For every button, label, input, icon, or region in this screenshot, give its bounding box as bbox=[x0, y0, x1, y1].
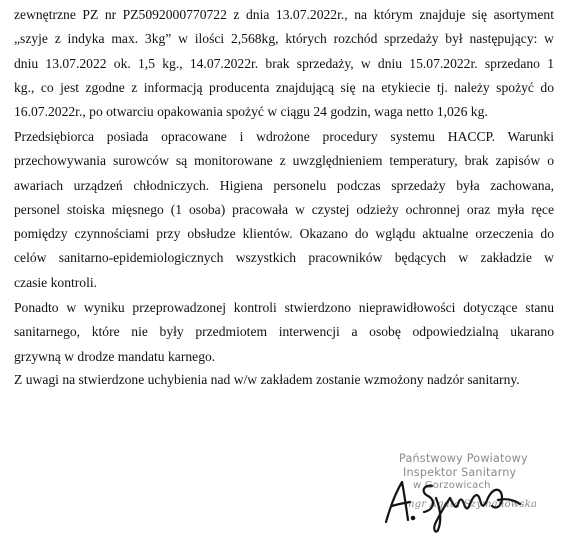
text-line: 16.07.2022r., po otwarciu opakowania spożyć w ciągu 24 godzin, waga netto 1,026 kg. bbox=[14, 104, 488, 120]
text-line: sanitarnego, które nie były przedmiotem interwencji a osobę odpowiedzialną ukarano bbox=[14, 324, 554, 340]
text-line: personel stoiska mięsnego (1 osoba) pracowała w czystej odzieży ochronnej oraz myła ręce bbox=[14, 201, 554, 217]
text-line: grzywną w drodze mandatu karnego. bbox=[14, 348, 216, 364]
text-line: Przedsiębiorca posiada opracowane i wdrożone procedury systemu HACCP. Warunki bbox=[14, 129, 554, 144]
text-line: czasie kontroli. bbox=[14, 274, 98, 290]
text-line: „szyje z indyka max. 3kg” w ilości 2,568kg, których rozchód sprzedaży był następujący: w bbox=[14, 31, 554, 47]
text-line: awariach urządzeń chłodniczych. Higiena personelu podczas sprzedaży była zachowana, bbox=[14, 177, 554, 193]
text-line: pomiędzy czynnościami przy obsłudze klientów. Okazano do wglądu aktualne orzeczenia do bbox=[14, 226, 554, 242]
text-line: celów sanitarno-epidemiologicznych wszystkich pracowników będących w zakładzie w bbox=[14, 250, 554, 266]
text-line: Ponadto w wyniku przeprowadzonej kontroli stwierdzono nieprawidłowości dotyczące stanu bbox=[14, 300, 554, 315]
paragraph-irregularities bbox=[14, 296, 554, 369]
handwritten-signature bbox=[380, 470, 530, 534]
stamp-title-line: Państwowy Powiatowy bbox=[399, 452, 528, 465]
text-line: kg., co jest zgodne z informacją producenta znajdującą się na etykiecie tj. należy spożyć do bbox=[14, 79, 554, 95]
text-line: przechowywania surowców są monitorowane z uwzględnieniem temperatury, brak zapisów o bbox=[14, 153, 554, 169]
stamp-name-line: mgr Agata Szymanowska bbox=[405, 499, 538, 510]
paragraph-haccp bbox=[14, 125, 554, 295]
text-line: zewnętrzne PZ nr PZ5092000770722 z dnia 13.07.2022r., na którym znajduje się asortyment bbox=[14, 7, 554, 22]
stamp-role-line: Inspektor Sanitarny bbox=[403, 466, 517, 479]
text-line: Z uwagi na stwierdzone uchybienia nad w/w zakładem zostanie wzmożony nadzór sanitarny. bbox=[14, 372, 520, 387]
paragraph-supervision bbox=[14, 368, 554, 392]
paragraph-invoice-details bbox=[14, 3, 554, 124]
stamp-location-line: w Gorzowicach bbox=[413, 480, 491, 491]
text-line: dniu 13.07.2022 ok. 1,5 kg., 14.07.2022r. brak sprzedaży, w dniu 15.07.2022r. sprzedano 1 bbox=[14, 55, 554, 71]
